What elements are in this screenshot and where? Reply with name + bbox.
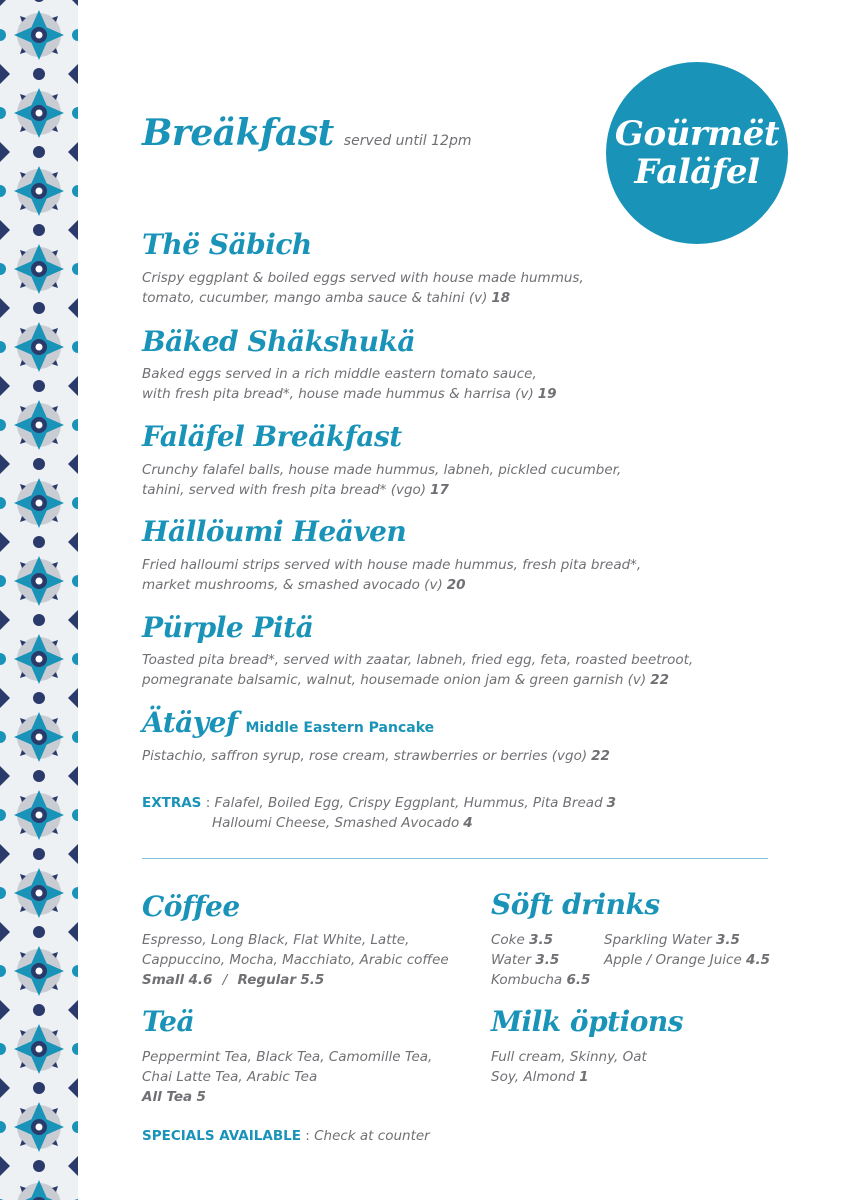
drink-name: Kombucha — [491, 972, 563, 988]
drink-item — [491, 970, 590, 990]
specials-label: SPECIALS AVAILABLE — [142, 1128, 301, 1144]
drink-price: 4.5 — [746, 952, 770, 968]
atayef-desc-line: Pistachio, saffron syrup, rose cream, strawberries or berries (vgo) — [142, 748, 588, 764]
drink-item — [491, 930, 590, 950]
coffee-small-price: 4.6 — [188, 972, 213, 988]
extras-price-1: 3 — [606, 795, 617, 811]
item-desc-line-2: tomato, cucumber, mango amba sauce & tahini (v) — [142, 290, 488, 306]
item-title: Thë Säbich — [142, 228, 312, 261]
drink-price: 3.5 — [716, 932, 740, 948]
drink-name: Water — [491, 952, 532, 968]
milk-options-title: Milk öptions — [491, 1005, 684, 1038]
atayef-title: Ätäyef — [142, 706, 238, 739]
atayef-subtitle: Middle Eastern Pancake — [245, 720, 435, 736]
item-description — [142, 268, 584, 308]
milk-price: 1 — [579, 1069, 589, 1085]
item-price: 22 — [650, 672, 669, 688]
logo-badge — [606, 62, 788, 244]
coffee-description — [142, 930, 449, 990]
drink-price: 3.5 — [529, 932, 554, 948]
coffee-small-label: Small — [142, 972, 185, 988]
item-description — [142, 650, 693, 690]
item-desc-line-2: pomegranate balsamic, walnut, housemade onion jam & green garnish (v) — [142, 672, 647, 688]
coffee-regular-price: 5.5 — [300, 972, 325, 988]
coffee-line-2: Cappuccino, Mocha, Macchiato, Arabic coffee — [142, 952, 449, 968]
atayef-description — [142, 746, 610, 766]
milk-line-1: Full cream, Skinny, Oat — [491, 1049, 647, 1065]
atayef-heading — [142, 706, 434, 739]
extras-line-1: Falafel, Boiled Egg, Crispy Eggplant, Hummus, Pita Bread — [214, 795, 603, 811]
tea-line-1: Peppermint Tea, Black Tea, Camomille Tea, — [142, 1049, 433, 1065]
extras-price-2: 4 — [463, 815, 473, 831]
item-price: 19 — [537, 386, 557, 402]
milk-options-description — [491, 1047, 647, 1087]
logo-line-1: Goürmët — [614, 114, 780, 154]
item-price: 20 — [446, 577, 466, 593]
extras-label: EXTRAS — [142, 795, 202, 811]
item-desc-line-1: Fried halloumi strips served with house made hummus, fresh pita bread*, — [142, 557, 642, 573]
item-desc-line-1: Crispy eggplant & boiled eggs served with house made hummus, — [142, 270, 584, 286]
breakfast-title: Breäkfast — [142, 112, 334, 154]
item-title: Bäked Shäkshukä — [142, 325, 415, 358]
specials-line — [142, 1128, 430, 1144]
item-description — [142, 555, 641, 595]
soft-drinks-left-column — [491, 930, 590, 990]
coffee-title: Cöffee — [142, 890, 240, 923]
coffee-regular-label: Regular — [237, 972, 297, 988]
soft-drinks-right-column — [604, 930, 770, 970]
item-title: Faläfel Breäkfast — [142, 420, 402, 453]
item-description — [142, 364, 557, 404]
tile-border — [0, 0, 78, 1200]
item-desc-line-1: Toasted pita bread*, served with zaatar, labneh, fried egg, feta, roasted beetroot, — [142, 652, 694, 668]
breakfast-heading — [142, 112, 471, 154]
tea-all-price: 5 — [196, 1089, 206, 1105]
item-price: 18 — [491, 290, 511, 306]
coffee-line-1: Espresso, Long Black, Flat White, Latte, — [142, 932, 410, 948]
tile-pattern-icon — [0, 0, 78, 1200]
item-desc-line-1: Baked eggs served in a rich middle eastern tomato sauce, — [142, 366, 537, 382]
milk-line-2: Soy, Almond — [491, 1069, 575, 1085]
tea-all-label: All Tea — [142, 1089, 193, 1105]
tea-line-2: Chai Latte Tea, Arabic Tea — [142, 1069, 318, 1085]
specials-separator: : — [300, 1128, 315, 1144]
item-desc-line-2: with fresh pita bread*, house made hummus & harrisa (v) — [142, 386, 534, 402]
atayef-price: 22 — [591, 748, 610, 764]
drink-item — [604, 950, 770, 970]
extras-line-2: Halloumi Cheese, Smashed Avocado — [212, 815, 460, 831]
item-title: Hällöumi Heäven — [142, 515, 407, 548]
breakfast-subtitle: served until 12pm — [343, 133, 472, 149]
item-description — [142, 460, 621, 500]
item-desc-line-2: tahini, served with fresh pita bread* (vgo) — [142, 482, 427, 498]
specials-text: Check at counter — [314, 1128, 430, 1144]
coffee-size-divider: / — [222, 972, 228, 988]
drink-item — [491, 950, 590, 970]
item-desc-line-2: market mushrooms, & smashed avocado (v) — [142, 577, 443, 593]
tea-title: Teä — [142, 1005, 195, 1038]
extras-separator: : — [201, 795, 215, 811]
soft-drinks-title: Söft drinks — [491, 888, 660, 921]
item-desc-line-1: Crunchy falafel balls, house made hummus, labneh, pickled cucumber, — [142, 462, 622, 478]
item-title: Pürple Pitä — [142, 611, 314, 644]
drink-name: Apple / Orange Juice — [604, 952, 742, 968]
drink-name: Sparkling Water — [604, 932, 712, 948]
drink-price: 6.5 — [566, 972, 591, 988]
drink-item — [604, 930, 770, 950]
section-divider — [142, 858, 768, 859]
logo-line-2: Faläfel — [634, 152, 760, 192]
drink-name: Coke — [491, 932, 525, 948]
item-price: 17 — [430, 482, 449, 498]
drink-price: 3.5 — [535, 952, 560, 968]
extras-section — [142, 793, 616, 833]
tea-description — [142, 1047, 432, 1107]
